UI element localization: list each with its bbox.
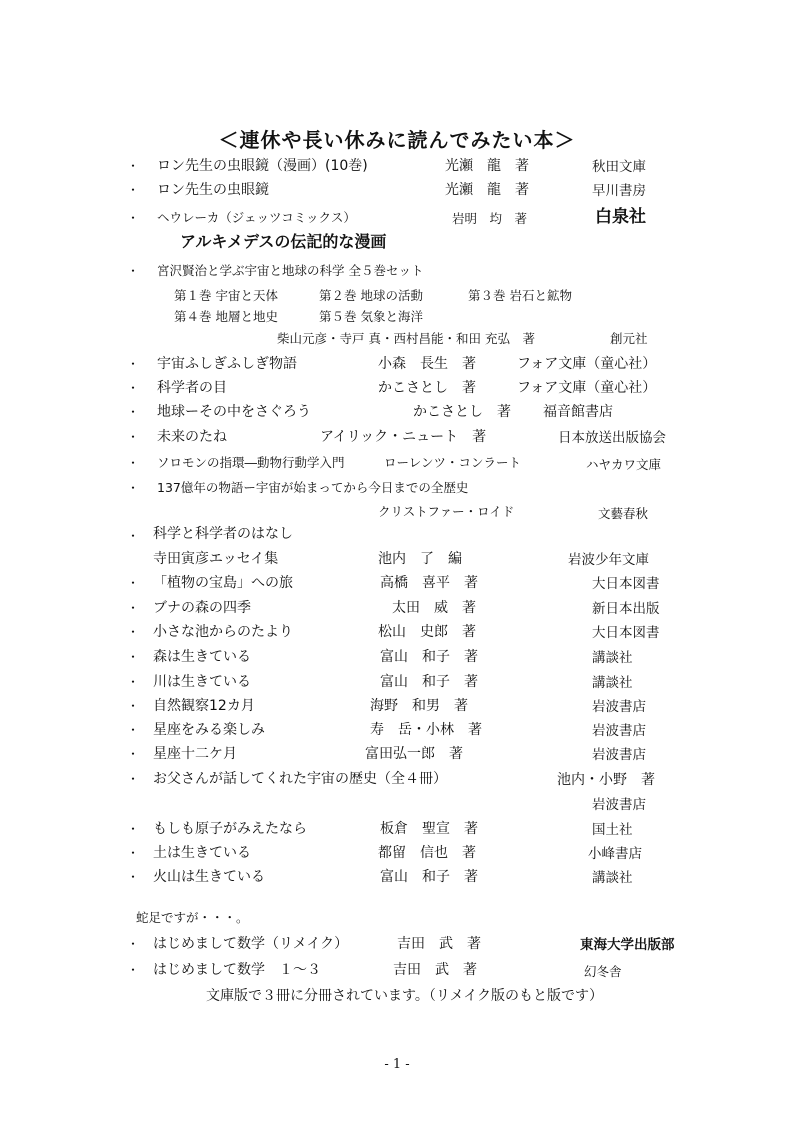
book-title: 宇宙ふしぎふしぎ物語: [157, 356, 297, 372]
bullet: ・: [127, 183, 140, 197]
bullet: ・: [127, 264, 140, 278]
book-publisher: 創元社: [610, 331, 648, 346]
book-publisher: 福音館書店: [543, 404, 613, 420]
book-title: ブナの森の四季: [153, 600, 251, 616]
book-title: ヘウレーカ（ジェッツコミックス）: [157, 210, 356, 225]
bullet: ・: [127, 211, 140, 225]
book-author: 光瀬 龍 著: [445, 158, 529, 174]
book-publisher: 大日本図書: [592, 625, 660, 641]
volume-5: 第５巻 気象と海洋: [319, 309, 423, 324]
book-title: 宮沢賢治と学ぶ宇宙と地球の科学 全５巻セット: [157, 263, 424, 278]
book-publisher: 講談社: [592, 675, 633, 691]
book-author: 高橋 喜平 著: [380, 575, 478, 591]
book-author: 海野 和男 著: [370, 698, 468, 714]
book-title: はじめまして数学 １～３: [153, 962, 321, 978]
book-publisher: 新日本出版: [592, 601, 660, 617]
book-author: 松山 史郎 著: [378, 624, 476, 640]
book-author: 岩明 均 著: [452, 211, 528, 226]
bullet: ・: [127, 601, 140, 615]
bullet: ・: [127, 159, 140, 173]
volume-1: 第１巻 宇宙と天体: [174, 288, 278, 303]
bullet: ・: [127, 481, 140, 495]
book-title: 地球ーその中をさぐろう: [157, 404, 311, 420]
book-publisher: 早川書房: [592, 183, 646, 199]
book-publisher: 岩波書店: [592, 699, 646, 715]
bullet: ・: [127, 747, 140, 761]
book-title: ソロモンの指環―動物行動学入門: [157, 455, 345, 470]
book-title: 火山は生きている: [153, 869, 265, 885]
book-publisher: 国土社: [592, 822, 633, 838]
book-title: 未来のたね: [157, 429, 227, 445]
book-publisher: 東海大学出版部: [580, 937, 675, 953]
book-subtitle: 寺田寅彦エッセイ集: [153, 551, 279, 567]
book-author: クリストファー・ロイド: [378, 504, 515, 519]
book-author: 富山 和子 著: [380, 869, 478, 885]
book-publisher: 幻冬舎: [584, 964, 622, 979]
book-title: 星座十二ケ月: [153, 746, 237, 762]
book-author: 池内・小野 著: [557, 772, 655, 788]
book-author: 吉田 武 著: [397, 936, 481, 952]
book-publisher: 白泉社: [595, 207, 646, 227]
book-note: 文庫版で３冊に分冊されています。（リメイク版のもと版です）: [206, 988, 604, 1004]
bullet: ・: [127, 772, 140, 786]
bullet: ・: [127, 675, 140, 689]
book-publisher: フォア文庫（童心社）: [517, 380, 657, 396]
bullet: ・: [127, 846, 140, 860]
volume-4: 第４巻 地層と地史: [174, 309, 278, 324]
book-author: 都留 信也 著: [378, 845, 476, 861]
book-title: 「植物の宝島」への旅: [153, 575, 293, 591]
book-title: ロン先生の虫眼鏡（漫画）(10巻): [157, 158, 368, 174]
book-publisher: 岩波書店: [592, 797, 646, 813]
book-title: 137億年の物語ー宇宙が始まってから今日までの全歴史: [157, 480, 469, 495]
bullet: ・: [127, 937, 140, 951]
bullet: ・: [127, 381, 140, 395]
book-publisher: 講談社: [592, 650, 633, 666]
bullet: ・: [127, 529, 140, 543]
book-publisher: 岩波書店: [592, 747, 646, 763]
book-author: 富山 和子 著: [380, 649, 478, 665]
section-heading: 蛇足ですが・・・。: [136, 910, 249, 925]
book-author: アイリック・ニュート 著: [320, 429, 487, 445]
book-title: もしも原子がみえたなら: [153, 821, 307, 837]
bullet: ・: [127, 576, 140, 590]
book-title: はじめまして数学（リメイク）: [153, 936, 349, 952]
bullet: ・: [127, 650, 140, 664]
book-title: 森は生きている: [153, 649, 251, 665]
bullet: ・: [127, 963, 140, 977]
book-publisher: 大日本図書: [592, 576, 660, 592]
book-author: ローレンツ・コンラート: [384, 455, 521, 470]
book-author: 富田弘一郎 著: [365, 746, 463, 762]
book-note: アルキメデスの伝記的な漫画: [180, 232, 387, 251]
bullet: ・: [127, 723, 140, 737]
book-publisher: 岩波少年文庫: [568, 552, 649, 568]
bullet: ・: [127, 456, 140, 470]
bullet: ・: [127, 430, 140, 444]
book-author: 富山 和子 著: [380, 674, 478, 690]
volume-3: 第３巻 岩石と鉱物: [468, 288, 572, 303]
bullet: ・: [127, 870, 140, 884]
bullet: ・: [127, 822, 140, 836]
book-publisher: 文藝春秋: [598, 506, 649, 521]
book-author: かこさとし 著: [413, 404, 511, 420]
book-publisher: 講談社: [592, 870, 633, 886]
book-publisher: 岩波書店: [592, 723, 646, 739]
book-title: 土は生きている: [153, 845, 251, 861]
book-author: 柴山元彦・寺戸 真・西村昌能・和田 充弘 著: [277, 331, 535, 346]
book-publisher: ハヤカワ文庫: [586, 457, 662, 472]
book-author: 板倉 聖宣 著: [380, 821, 478, 837]
book-author: 光瀬 龍 著: [445, 182, 529, 198]
book-title: ロン先生の虫眼鏡: [157, 182, 269, 198]
book-author: 太田 威 著: [392, 600, 476, 616]
book-title: お父さんが話してくれた宇宙の歴史（全４冊）: [153, 771, 447, 787]
book-author: 池内 了 編: [378, 551, 462, 567]
book-publisher: 小峰書店: [588, 846, 642, 862]
book-title: 小さな池からのたより: [153, 624, 293, 640]
book-publisher: 日本放送出版協会: [558, 430, 666, 446]
book-title: 星座をみる楽しみ: [153, 722, 265, 738]
book-author: 寿 岳・小林 著: [370, 722, 482, 738]
bullet: ・: [127, 625, 140, 639]
bullet: ・: [127, 699, 140, 713]
book-author: 吉田 武 著: [393, 962, 477, 978]
volume-2: 第２巻 地球の活動: [319, 288, 423, 303]
page-number: - 1 -: [384, 1057, 410, 1072]
book-title: 川は生きている: [153, 674, 251, 690]
book-publisher: フォア文庫（童心社）: [517, 356, 657, 372]
book-author: 小森 長生 著: [378, 356, 476, 372]
book-author: かこさとし 著: [378, 380, 476, 396]
page-title: ＜連休や長い休みに読んでみたい本＞: [218, 128, 576, 152]
book-title: 科学者の目: [157, 380, 227, 396]
book-title: 科学と科学者のはなし: [153, 526, 293, 542]
bullet: ・: [127, 405, 140, 419]
book-publisher: 秋田文庫: [592, 159, 646, 175]
book-title: 自然観察12カ月: [153, 698, 255, 714]
bullet: ・: [127, 357, 140, 371]
